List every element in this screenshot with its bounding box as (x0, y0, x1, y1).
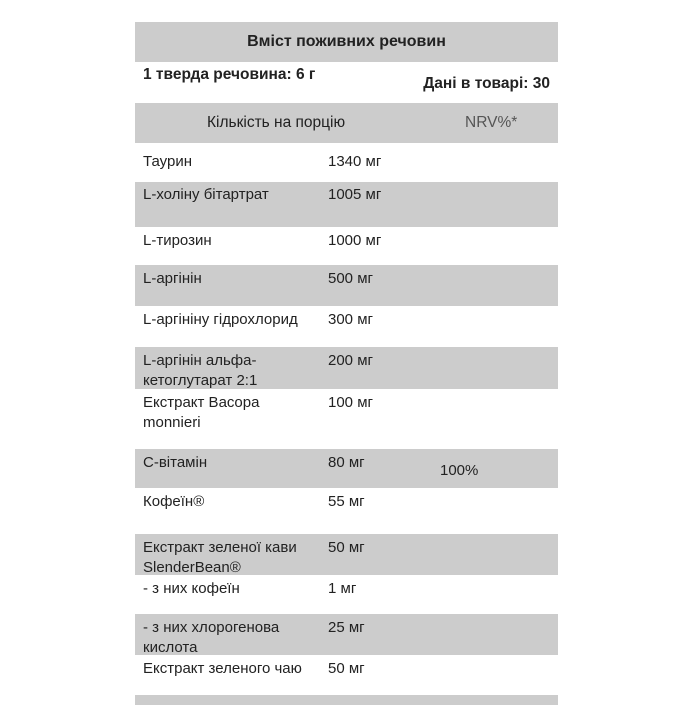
nutrition-table (135, 22, 558, 705)
nutrient-amount: 80 мг (328, 454, 365, 471)
nutrient-name: L-тирозин (143, 232, 212, 249)
nutrient-name: Таурин (143, 153, 192, 170)
nutrient-name: L-холіну бітартрат (143, 186, 269, 203)
nutrient-amount: 100 мг (328, 394, 373, 411)
table-title: Вміст поживних речовин (135, 22, 558, 62)
nutrient-name: Екстракт Bacopa monnieri (143, 394, 260, 431)
nutrient-amount: 200 мг (328, 352, 373, 369)
nutrient-amount: 50 мг (328, 660, 365, 677)
nutrient-amount: 500 мг (328, 270, 373, 287)
table-row (135, 143, 558, 182)
table-row (135, 227, 558, 265)
nutrient-amount: 1005 мг (328, 186, 382, 203)
nrv-header: NRV%* (465, 114, 518, 131)
table-row (135, 182, 558, 227)
nutrient-name: C-вітамін (143, 454, 208, 471)
table-row (135, 265, 558, 306)
nutrient-name: - з них кофеїн (143, 580, 240, 597)
table-row (135, 655, 558, 695)
table-row (135, 306, 558, 347)
table-row (135, 534, 558, 575)
serving-info (135, 62, 558, 103)
nutrient-amount: 1340 мг (328, 153, 382, 170)
table-row (135, 389, 558, 449)
servings-per-container: Дані в товарі: 30 (423, 75, 550, 92)
column-header (135, 103, 558, 143)
table-row (135, 449, 558, 488)
nutrient-amount: 1 мг (328, 580, 357, 597)
nutrient-amount: 300 мг (328, 311, 373, 328)
nutrient-name: Екстракт зеленого чаю (143, 660, 302, 677)
nutrient-amount: 55 мг (328, 493, 365, 510)
nutrient-name: Екстракт зеленої кави SlenderBean® (143, 539, 297, 576)
nutrient-amount: 25 мг (328, 619, 365, 636)
table-body (135, 143, 558, 695)
table-row (135, 347, 558, 389)
nutrient-amount: 1000 мг (328, 232, 382, 249)
amount-header: Кількість на порцію (207, 114, 346, 131)
nutrient-name: L-аргінін (143, 270, 202, 287)
table-row (135, 575, 558, 614)
serving-size: 1 тверда речовина: 6 г (143, 66, 316, 83)
nutrient-name: L-аргініну гідрохлорид (143, 311, 298, 328)
table-row (135, 614, 558, 655)
nutrient-nrv: 100% (440, 462, 479, 479)
table-row (135, 488, 558, 534)
nutrient-name: L-аргінін альфа-кетоглутарат 2:1 (143, 352, 258, 389)
nutrient-amount: 50 мг (328, 539, 365, 556)
nutrient-name: Кофеїн® (143, 493, 205, 510)
table-row (135, 695, 558, 705)
nutrient-name: - з них хлорогенова кислота (143, 619, 280, 656)
